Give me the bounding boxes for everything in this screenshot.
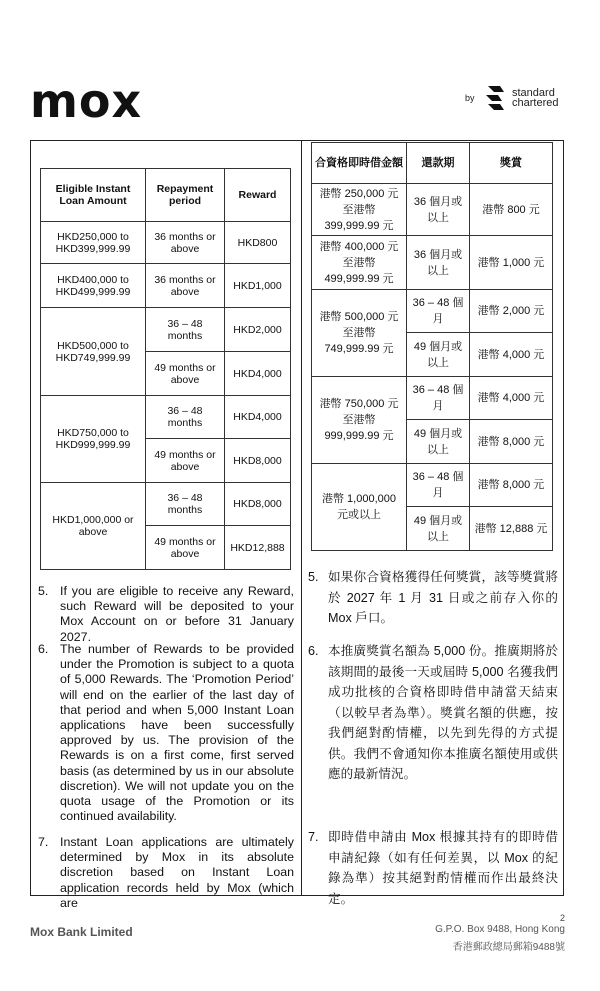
zh-header-reward: 獎賞 (470, 143, 553, 184)
en-amount-cell: HKD750,000 to HKD999,999.99 (41, 396, 146, 483)
table-row (41, 483, 291, 526)
zh-period-cell: 36 個月或以上 (407, 184, 470, 236)
zh-clause-7 (308, 827, 558, 906)
en-period-cell: 36 – 48 months (146, 483, 225, 526)
clause-text: If you are eligible to receive any Reward, such Reward will be deposited to your Mox Account on or before 31 January 2027. (60, 584, 294, 644)
clause-text: 即時借申請由 Mox 根據其持有的即時借申請紀錄（如有任何差異，以 Mox 的紀錄為準）按其絕對酌情權而作出最終決定。 (328, 830, 558, 906)
zh-period-cell: 36 個月或以上 (407, 236, 470, 290)
clause-number: 6. (308, 644, 319, 658)
en-amount-cell: HKD400,000 to HKD499,999.99 (41, 264, 146, 308)
zh-header-amount: 合資格即時借金額 (312, 143, 407, 184)
zh-reward-cell: 港幣 8,000 元 (470, 464, 553, 507)
zh-period-cell: 49 個月或以上 (407, 420, 470, 464)
zh-amount-cell: 港幣 500,000 元至港幣749,999.99 元 (312, 290, 407, 377)
en-amount-cell: HKD250,000 to HKD399,999.99 (41, 222, 146, 264)
mox-logo (30, 74, 143, 128)
en-amount-cell: HKD1,000,000 or above (41, 483, 146, 570)
address-zh: 香港郵政總局郵箱9488號 (452, 942, 565, 953)
en-reward-cell: HKD2,000 (225, 308, 291, 352)
clause-number: 5. (308, 570, 319, 584)
en-header-amount: Eligible Instant Loan Amount (41, 169, 146, 222)
zh-header-period: 還款期 (407, 143, 470, 184)
zh-clause-5 (308, 567, 558, 631)
en-amount-cell: HKD500,000 to HKD749,999.99 (41, 308, 146, 396)
en-period-cell: 49 months or above (146, 352, 225, 396)
by-label: by (465, 93, 475, 103)
clause-text: 如果你合資格獲得任何獎賞，該等獎賞將於 2027 年 1 月 31 日或之前存入你的 Mox 戶口。 (328, 570, 558, 625)
table-row (41, 396, 291, 439)
zh-period-cell: 49 個月或以上 (407, 333, 470, 377)
logo-text: mox (30, 74, 143, 128)
zh-reward-cell: 港幣 1,000 元 (470, 236, 553, 290)
table-row (312, 236, 553, 290)
chinese-reward-table (311, 142, 553, 551)
zh-period-cell: 36 – 48 個月 (407, 377, 470, 420)
en-period-cell: 36 months or above (146, 264, 225, 308)
en-reward-cell: HKD8,000 (225, 483, 291, 526)
partner-line2: chartered (512, 97, 559, 109)
zh-reward-cell: 港幣 2,000 元 (470, 290, 553, 333)
column-divider (301, 140, 302, 896)
clause-text: Instant Loan applications are ultimately determined by Mox in its absolute discretion based on Instant Loan application records held by Mox (which are (60, 835, 294, 910)
standard-chartered-wordmark (512, 88, 558, 108)
clause-number: 7. (38, 835, 49, 849)
zh-period-cell: 49 個月或以上 (407, 507, 470, 551)
en-clause-6 (38, 642, 294, 824)
zh-reward-cell: 港幣 4,000 元 (470, 333, 553, 377)
partner-line1: standard (512, 87, 555, 99)
table-row (41, 308, 291, 352)
en-reward-cell: HKD4,000 (225, 396, 291, 439)
clause-number: 7. (308, 830, 319, 844)
zh-reward-cell: 港幣 800 元 (470, 184, 553, 236)
table-row (312, 377, 553, 420)
table-row (312, 290, 553, 333)
zh-amount-cell: 港幣 750,000 元至港幣999,999.99 元 (312, 377, 407, 464)
en-reward-cell: HKD800 (225, 222, 291, 264)
en-period-cell: 36 – 48 months (146, 308, 225, 352)
en-reward-cell: HKD12,888 (225, 526, 291, 570)
en-period-cell: 36 – 48 months (146, 396, 225, 439)
page-number: 2 (559, 913, 565, 923)
clause-text: 本推廣獎賞名額為 5,000 份。推廣期將於該期間的最後一天或屆時 5,000 名獲我們成功批核的合資格即時借申請當天結束（以較早者為準）。獎賞名額的供應，按我們絕對酌情權，以先到先得的方式提供。我們不會通知你本推廣名額使用或供應的最新情況。 (328, 644, 558, 781)
en-header-period: Repayment period (146, 169, 225, 222)
zh-reward-cell: 港幣 8,000 元 (470, 420, 553, 464)
zh-amount-cell: 港幣 400,000 元至港幣499,999.99 元 (312, 236, 407, 290)
zh-clause-6 (308, 641, 558, 811)
table-row (41, 264, 291, 308)
en-header-reward: Reward (225, 169, 291, 222)
standard-chartered-logo-icon (484, 84, 508, 114)
table-row (312, 464, 553, 507)
zh-reward-cell: 港幣 12,888 元 (470, 507, 553, 551)
clause-text: The number of Rewards to be provided under the Promotion is subject to a quota of 5,000 Rewards. The ‘Promotion Period’ will end on the earlier of the last day of that period and when 5,000 Instant Loan applications have been successfully approved by us. The provision of the Rewards is on a first come, first served basis (as determined by us in our absolute discretion). We will not update you on the quota usage of the Promotion or its continued availability. (60, 642, 294, 824)
english-reward-table (40, 168, 291, 570)
zh-period-cell: 36 – 48 個月 (407, 464, 470, 507)
en-reward-cell: HKD1,000 (225, 264, 291, 308)
en-clause-5 (38, 584, 294, 644)
clause-number: 5. (38, 584, 49, 598)
table-row (41, 222, 291, 264)
en-period-cell: 36 months or above (146, 222, 225, 264)
en-period-cell: 49 months or above (146, 439, 225, 483)
en-period-cell: 49 months or above (146, 526, 225, 570)
clause-number: 6. (38, 642, 49, 656)
zh-period-cell: 36 – 48 個月 (407, 290, 470, 333)
zh-amount-cell: 港幣 250,000 元至港幣399,999.99 元 (312, 184, 407, 236)
en-clause-7 (38, 835, 294, 910)
zh-reward-cell: 港幣 4,000 元 (470, 377, 553, 420)
en-reward-cell: HKD4,000 (225, 352, 291, 396)
zh-amount-cell: 港幣 1,000,000 元或以上 (312, 464, 407, 551)
company-name: Mox Bank Limited (30, 925, 133, 939)
en-reward-cell: HKD8,000 (225, 439, 291, 483)
table-row (312, 184, 553, 236)
address-en: G.P.O. Box 9488, Hong Kong (435, 924, 565, 935)
